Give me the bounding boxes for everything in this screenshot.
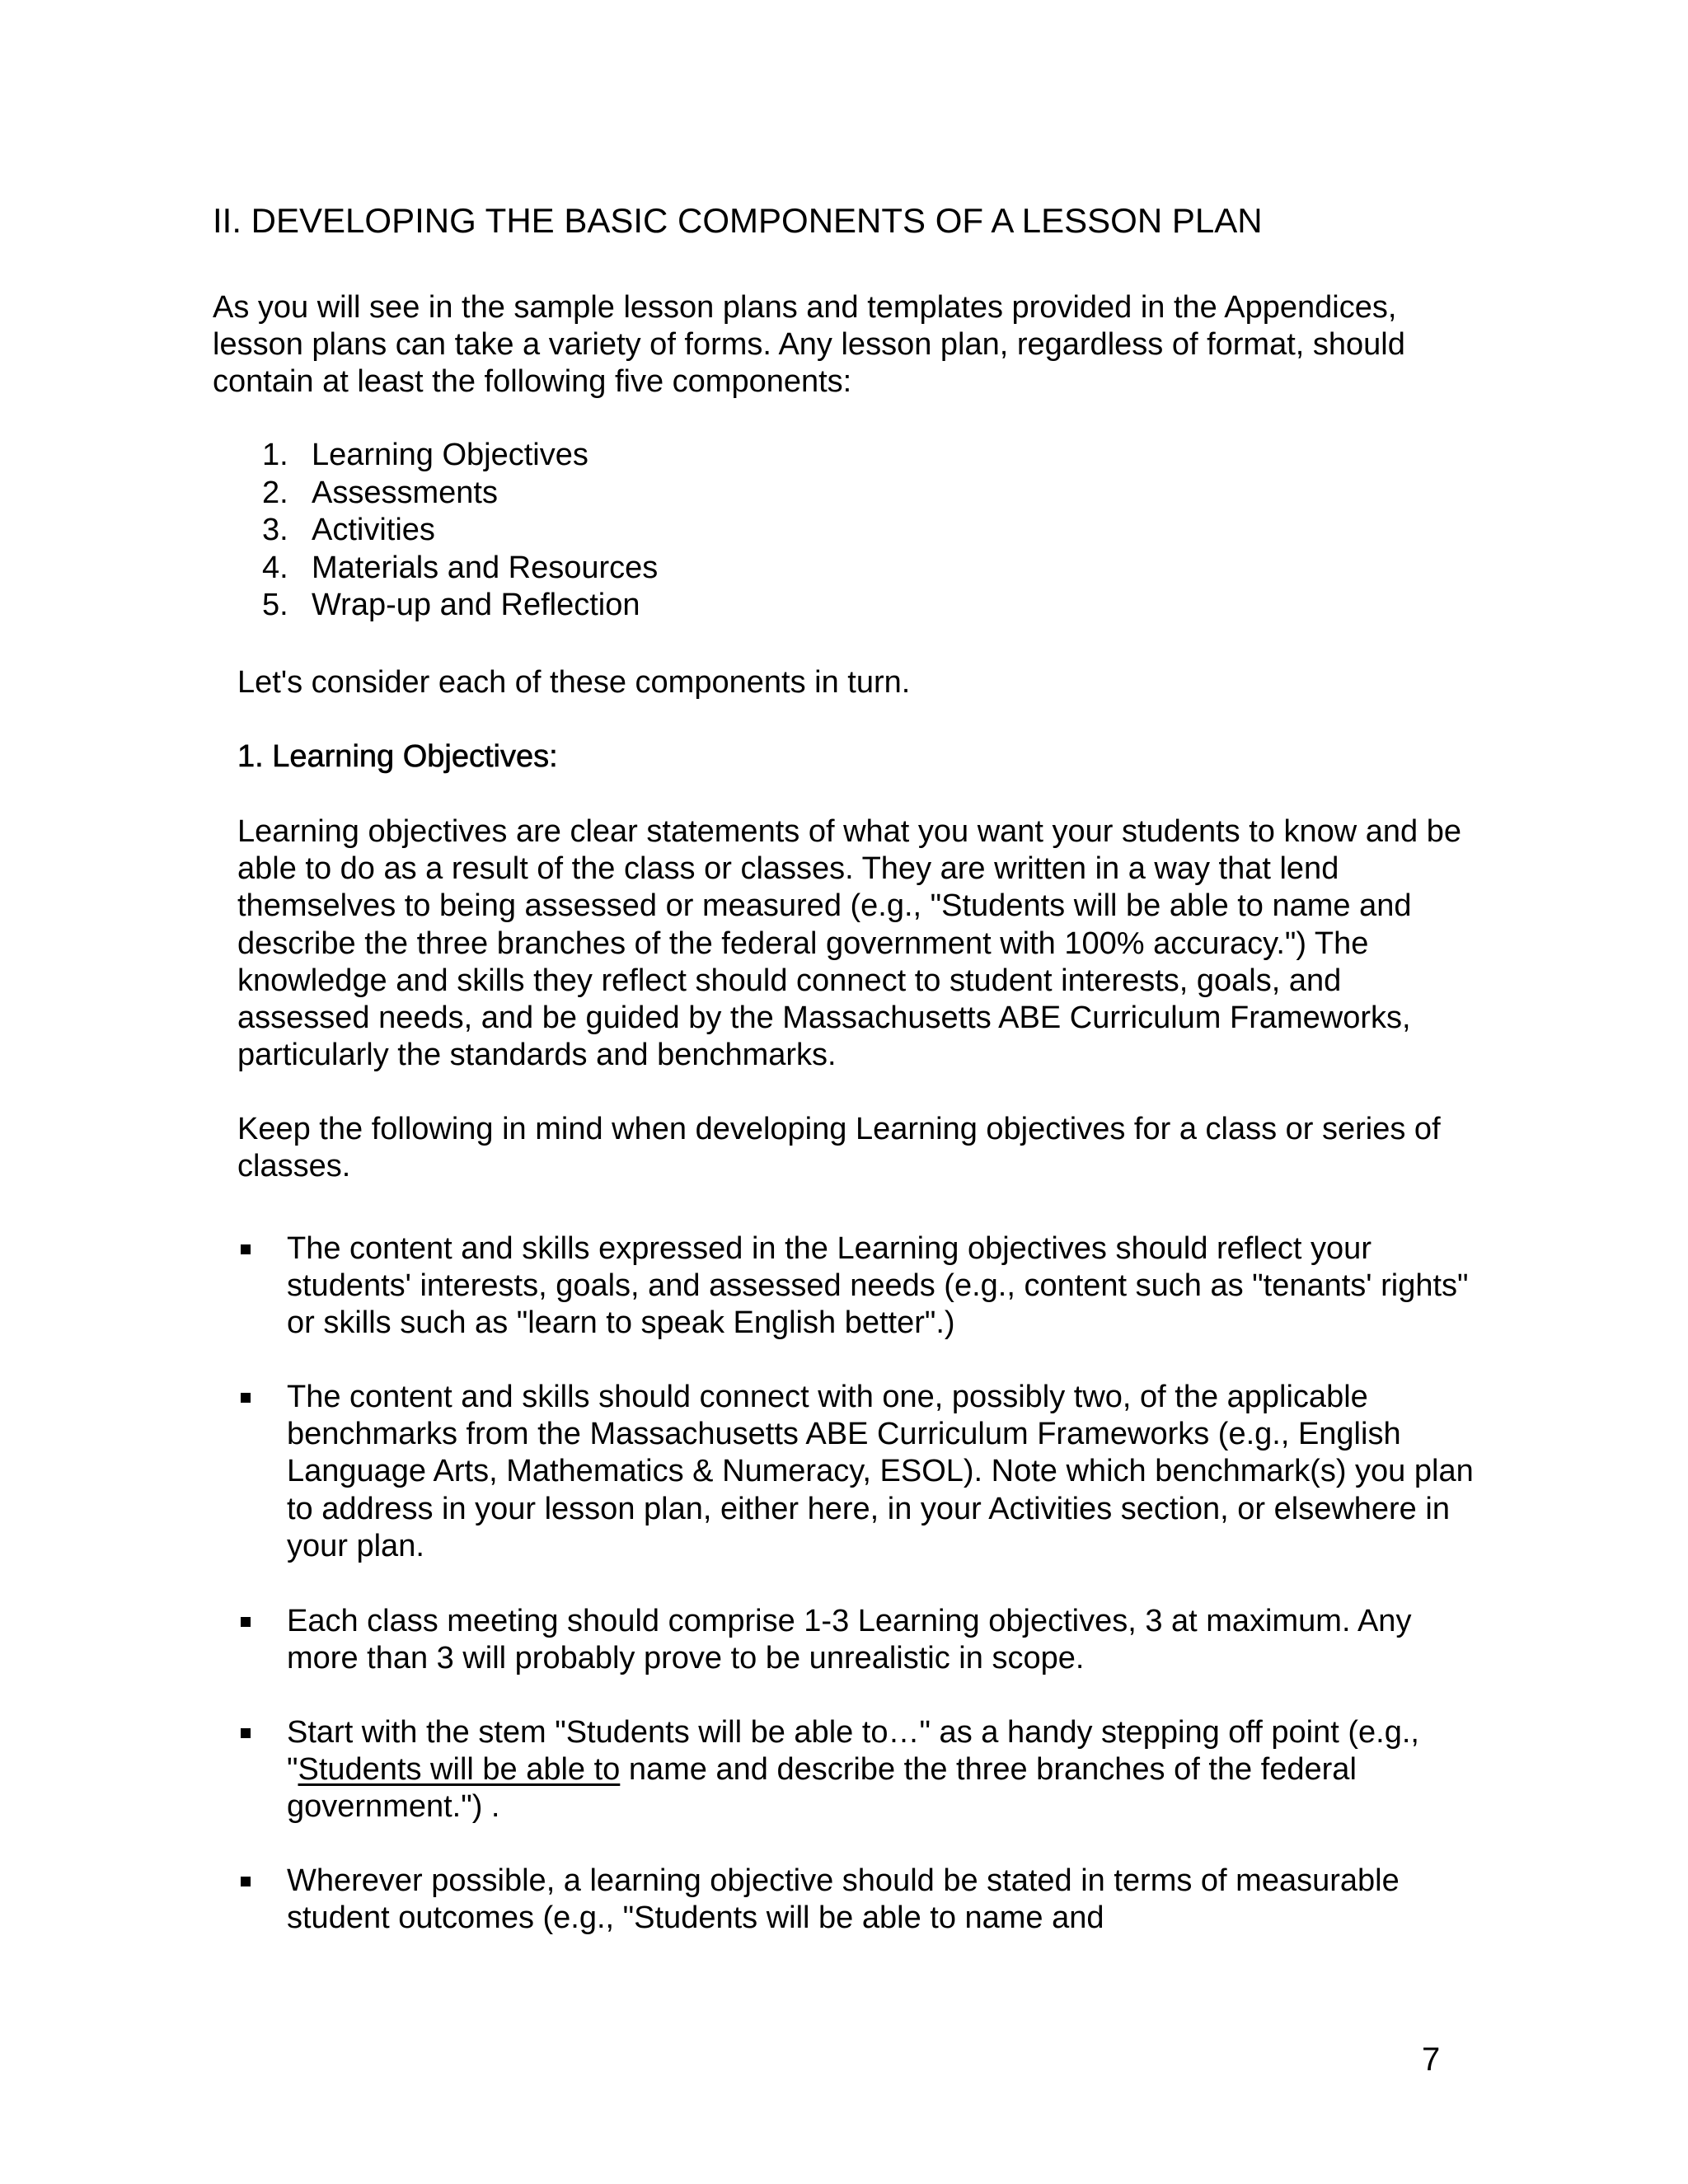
learning-objectives-paragraph: Learning objectives are clear statements of what you want your students to know and be able to do as a result of the class or classes. They are written in a way that lend themselves to being assessed or measured (e.g., "Students will be able to name and describe the three branches of the federal government with 100% accuracy.") The knowledge and skills they reflect should connect to student interests, goals, and assessed needs, and be guided by the Massachusetts ABE Curriculum Frameworks, particularly the standards and benchmarks.: [237, 814, 1461, 1073]
list-number: 1.: [262, 438, 288, 472]
list-number: 3.: [262, 513, 288, 547]
list-number: 4.: [262, 550, 288, 585]
bullet-text: The content and skills expressed in the Learning objectives should reflect your students' interests, goals, and assessed needs (e.g., content such as "tenants' rights" or skills such as "learn to speak English better".): [287, 1231, 1469, 1341]
bullet-square-icon: [241, 1877, 251, 1886]
bullet-text: The content and skills should connect with one, possibly two, of the applicable benchmarks from the Massachusetts ABE Curriculum Frameworks (e.g., English Language Arts, Mathematics & Numeracy, ESOL). Note which benchmark(s) you plan to address in your lesson plan, either here, in your Activities section, or elsewhere in your plan.: [287, 1380, 1474, 1563]
consider-sentence: Let's consider each of these components in turn.: [237, 665, 911, 700]
page-number: 7: [1422, 2041, 1441, 2078]
intro-paragraph: As you will see in the sample lesson plans and templates provided in the Appendices, lesson plans can take a variety of forms. Any lesson plan, regardless of format, should contain at least the following five components:: [213, 290, 1405, 399]
list-item: [262, 437, 658, 475]
bullet-square-icon: [241, 1617, 251, 1627]
list-item: [262, 550, 658, 588]
list-label: Activities: [312, 513, 435, 547]
list-number: 2.: [262, 475, 288, 510]
list-item: [262, 512, 658, 550]
bullet-square-icon: [241, 1728, 251, 1738]
bullet-text: [287, 1714, 1474, 1826]
learning-objectives-subheading: 1. Learning Objectives:: [237, 739, 558, 774]
list-label: Learning Objectives: [312, 438, 588, 472]
bullet-square-icon: [241, 1393, 251, 1403]
list-number: 5.: [262, 588, 288, 622]
bullet-text-pre: Start with the stem "Students will be able to…" as a handy stepping off point (e.g., ": [287, 1715, 1419, 1788]
list-item: [262, 475, 658, 513]
list-item: [262, 587, 658, 625]
bullet-square-icon: [241, 1244, 251, 1254]
bullet-text: Wherever possible, a learning objective should be stated in terms of measurable student outcomes (e.g., "Students will be able to name and: [287, 1863, 1400, 1936]
keep-in-mind-paragraph: Keep the following in mind when developing Learning objectives for a class or series of classes.: [237, 1112, 1441, 1183]
section-heading: II. DEVELOPING THE BASIC COMPONENTS OF A LESSON PLAN: [213, 201, 1263, 240]
list-label: Wrap-up and Reflection: [312, 588, 640, 622]
list-label: Assessments: [312, 475, 498, 510]
bullet-text-post: name and describe the three branches of the federal government.") .: [287, 1752, 1357, 1825]
components-list: [262, 437, 658, 625]
underlined-stem: Students will be able to: [298, 1752, 621, 1788]
bullet-text: Each class meeting should comprise 1-3 Learning objectives, 3 at maximum. Any more than 3 will probably prove to be unrealistic in scope.: [287, 1604, 1412, 1676]
list-label: Materials and Resources: [312, 550, 659, 585]
